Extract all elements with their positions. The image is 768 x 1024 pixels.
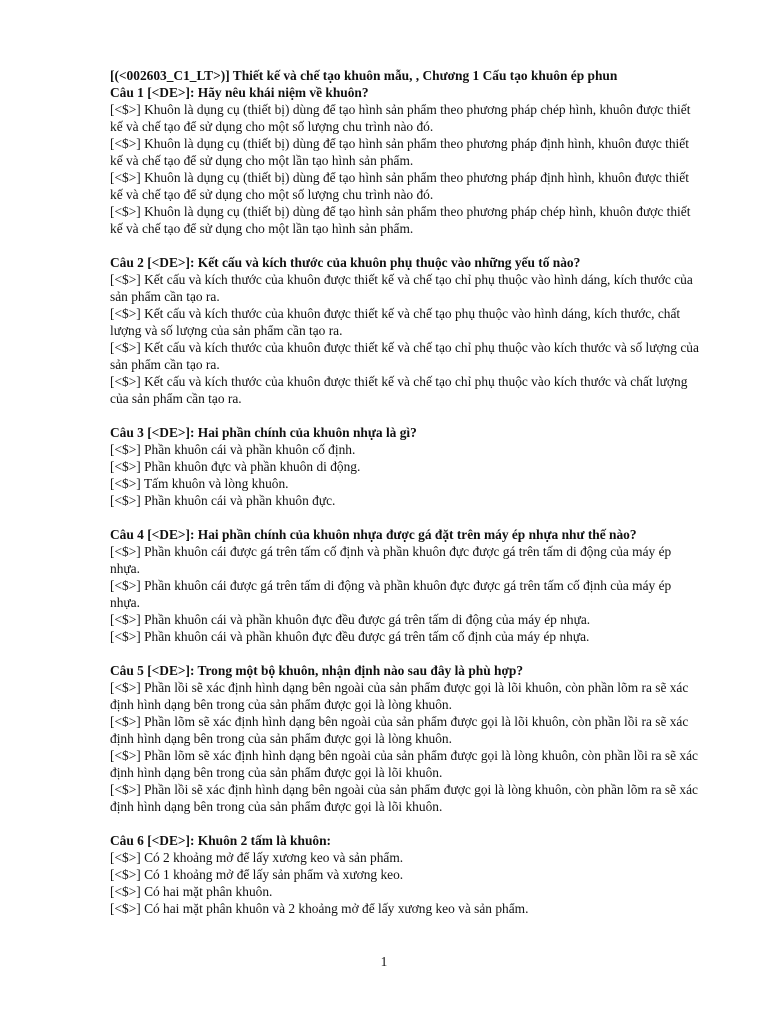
- document-page: [110, 67, 700, 934]
- question-2: [110, 254, 700, 407]
- answer-option: [<$>] Phần khuôn cái và phần khuôn đực đều được gá trên tấm di động của máy ép nhựa.: [110, 612, 591, 627]
- answer-option: [<$>] Phần lồi sẽ xác định hình dạng bên ngoài của sản phẩm được gọi là lõi khuôn, còn phần lõm ra sẽ xác định hình dạng bên trong của sản phẩm được gọi là lòng khuôn.: [110, 680, 689, 712]
- answer-option: [<$>] Kết cấu và kích thước của khuôn được thiết kế và chế tạo chỉ phụ thuộc vào kích thước và số lượng của sản phẩm cần tạo ra.: [110, 340, 699, 372]
- answer-option: [<$>] Phần khuôn cái và phần khuôn đực.: [110, 493, 336, 508]
- question-3: [110, 424, 700, 509]
- answer-option: [<$>] Khuôn là dụng cụ (thiết bị) dùng để tạo hình sản phẩm theo phương pháp định hình, khuôn được thiết kế và chế tạo để sử dụng cho một số lượng chu trình nào đó.: [110, 170, 689, 202]
- answer-option: [<$>] Phần khuôn cái và phần khuôn cố định.: [110, 442, 356, 457]
- answer-option: [<$>] Tấm khuôn và lòng khuôn.: [110, 476, 289, 491]
- answer-option: [<$>] Khuôn là dụng cụ (thiết bị) dùng để tạo hình sản phẩm theo phương pháp chép hình, khuôn được thiết kế và chế tạo để sử dụng cho một số lượng chu trình nào đó.: [110, 102, 691, 134]
- answer-option: [<$>] Khuôn là dụng cụ (thiết bị) dùng để tạo hình sản phẩm theo phương pháp định hình, khuôn được thiết kế và chế tạo để sử dụng cho một lần tạo hình sản phẩm.: [110, 136, 689, 168]
- question-title: Câu 1 [<DE>]: Hãy nêu khái niệm về khuôn?: [110, 85, 369, 100]
- question-title: Câu 6 [<DE>]: Khuôn 2 tấm là khuôn:: [110, 833, 331, 848]
- page-number: 1: [380, 954, 388, 969]
- answer-option: [<$>] Phần khuôn đực và phần khuôn di động.: [110, 459, 361, 474]
- question-4: [110, 526, 700, 645]
- answer-option: [<$>] Có 2 khoảng mở để lấy xương keo và sản phẩm.: [110, 850, 404, 865]
- document-header: [(<002603_C1_LT>)] Thiết kế và chế tạo khuôn mẫu, , Chương 1 Cấu tạo khuôn ép phun: [110, 68, 618, 83]
- answer-option: [<$>] Kết cấu và kích thước của khuôn được thiết kế và chế tạo phụ thuộc vào hình dáng, kích thước, chất lượng và số lượng của sản phẩm cần tạo ra.: [110, 306, 681, 338]
- answer-option: [<$>] Phần lõm sẽ xác định hình dạng bên ngoài của sản phẩm được gọi là lòng khuôn, còn phần lồi ra sẽ xác định hình dạng bên trong của sản phẩm được gọi là lõi khuôn.: [110, 748, 698, 780]
- answer-option: [<$>] Có 1 khoảng mở để lấy sản phẩm và xương keo.: [110, 867, 404, 882]
- answer-option: [<$>] Khuôn là dụng cụ (thiết bị) dùng để tạo hình sản phẩm theo phương pháp chép hình, khuôn được thiết kế và chế tạo để sử dụng cho một lần tạo hình sản phẩm.: [110, 204, 691, 236]
- answer-option: [<$>] Phần khuôn cái được gá trên tấm di động và phần khuôn đực được gá trên tấm cố định của máy ép nhựa.: [110, 578, 672, 610]
- question-title: Câu 3 [<DE>]: Hai phần chính của khuôn nhựa là gì?: [110, 425, 417, 440]
- answer-option: [<$>] Phần lồi sẽ xác định hình dạng bên ngoài của sản phẩm được gọi là lòng khuôn, còn phần lõm ra sẽ xác định hình dạng bên trong của sản phẩm được gọi là lõi khuôn.: [110, 782, 698, 814]
- answer-option: [<$>] Phần khuôn cái được gá trên tấm cố định và phần khuôn đực được gá trên tấm di động của máy ép nhựa.: [110, 544, 672, 576]
- answer-option: [<$>] Kết cấu và kích thước của khuôn được thiết kế và chế tạo chỉ phụ thuộc vào kích thước và chất lượng của sản phẩm cần tạo ra.: [110, 374, 688, 406]
- question-5: [110, 662, 700, 815]
- answer-option: [<$>] Có hai mặt phân khuôn và 2 khoảng mở để lấy xương keo và sản phẩm.: [110, 901, 529, 916]
- answer-option: [<$>] Phần khuôn cái và phần khuôn đực đều được gá trên tấm cố định của máy ép nhựa.: [110, 629, 590, 644]
- question-title: Câu 2 [<DE>]: Kết cấu và kích thước của khuôn phụ thuộc vào những yếu tố nào?: [110, 255, 581, 270]
- answer-option: [<$>] Có hai mặt phân khuôn.: [110, 884, 273, 899]
- answer-option: [<$>] Phần lõm sẽ xác định hình dạng bên ngoài của sản phẩm được gọi là lõi khuôn, còn phần lồi ra sẽ xác định hình dạng bên trong của sản phẩm được gọi là lòng khuôn.: [110, 714, 689, 746]
- question-6: [110, 832, 700, 917]
- question-1: [110, 84, 700, 237]
- answer-option: [<$>] Kết cấu và kích thước của khuôn được thiết kế và chế tạo chỉ phụ thuộc vào hình dáng, kích thước của sản phẩm cần tạo ra.: [110, 272, 693, 304]
- question-title: Câu 4 [<DE>]: Hai phần chính của khuôn nhựa được gá đặt trên máy ép nhựa như thế nào?: [110, 527, 637, 542]
- question-title: Câu 5 [<DE>]: Trong một bộ khuôn, nhận định nào sau đây là phù hợp?: [110, 663, 524, 678]
